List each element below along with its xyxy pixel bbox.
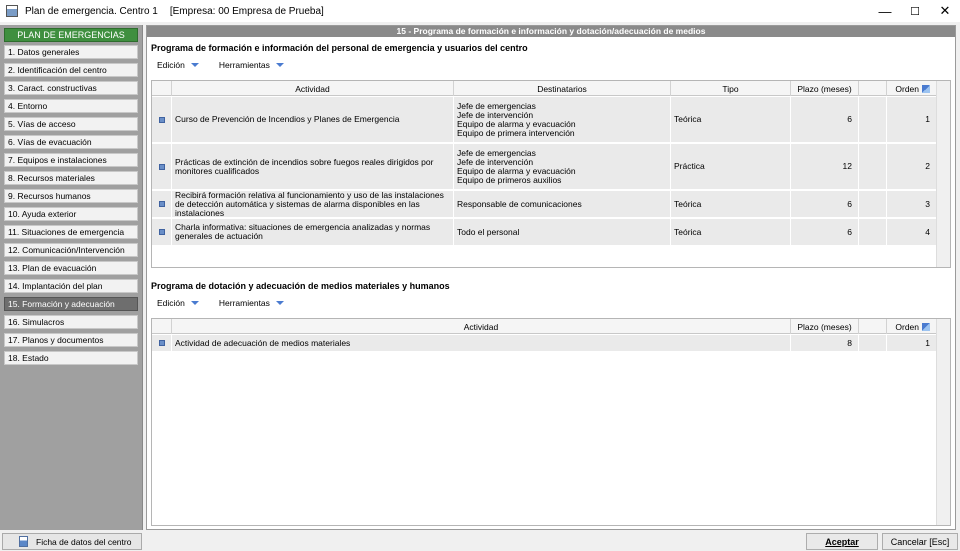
- recipient: Jefe de emergencias: [457, 147, 536, 158]
- sidebar-item-equipos[interactable]: 7. Equipos e instalaciones: [4, 153, 138, 167]
- row-marker-icon: [159, 117, 165, 123]
- row-order: 2: [887, 144, 937, 189]
- row-blank: [859, 219, 887, 245]
- order-header-label: Orden: [895, 321, 919, 332]
- recipient: Jefe de emergencias: [457, 100, 536, 111]
- sort-icon[interactable]: [922, 85, 930, 93]
- row-type: Teórica: [671, 97, 791, 142]
- sidebar-item-recursos-materiales[interactable]: 8. Recursos materiales: [4, 171, 138, 185]
- header-marker-column: [152, 319, 172, 334]
- row-type: Práctica: [671, 144, 791, 189]
- table-row[interactable]: [152, 191, 937, 219]
- recipient: Todo el personal: [457, 226, 520, 237]
- row-recipients: [454, 219, 671, 245]
- sidebar-item-vias-acceso[interactable]: 5. Vías de acceso: [4, 117, 138, 131]
- sidebar-item-vias-evacuacion[interactable]: 6. Vías de evacuación: [4, 135, 138, 149]
- center-sheet-label: Ficha de datos del centro: [36, 536, 132, 547]
- resources-table-header: [152, 319, 950, 334]
- column-header-term[interactable]: Plazo (meses): [791, 319, 859, 334]
- row-term: 12: [791, 144, 859, 189]
- sidebar-item-planos[interactable]: 17. Planos y documentos: [4, 333, 138, 347]
- recipient: Responsable de comunicaciones: [457, 198, 582, 209]
- training-table: [151, 80, 951, 268]
- sidebar-header[interactable]: PLAN DE EMERGENCIAS: [4, 28, 138, 42]
- row-marker-icon: [159, 229, 165, 235]
- table-row[interactable]: [152, 144, 937, 191]
- column-header-activity[interactable]: Actividad: [172, 319, 791, 334]
- sort-icon[interactable]: [922, 323, 930, 331]
- training-edit-menu[interactable]: [157, 60, 199, 70]
- row-activity: Recibirá formación relativa al funcionamiento y uso de las instalaciones de detección automática y sistemas de alarma disponibles en las instalaciones: [172, 191, 454, 217]
- row-term: 6: [791, 191, 859, 217]
- recipient: Equipo de primera intervención: [457, 127, 575, 138]
- center-sheet-tab[interactable]: [2, 533, 142, 550]
- sidebar-item-caract-constructivas[interactable]: 3. Caract. constructivas: [4, 81, 138, 95]
- sidebar-item-situaciones[interactable]: 11. Situaciones de emergencia: [4, 225, 138, 239]
- recipient: Jefe de intervención: [457, 156, 534, 167]
- app-icon: [6, 5, 18, 17]
- row-blank: [859, 144, 887, 189]
- row-order: 1: [887, 97, 937, 142]
- row-blank: [859, 191, 887, 217]
- row-blank: [859, 97, 887, 142]
- row-activity: Prácticas de extinción de incendios sobre fuegos reales dirigidos por monitores cualificados: [172, 144, 454, 189]
- chevron-down-icon: [276, 63, 284, 67]
- vertical-scrollbar[interactable]: [936, 319, 950, 525]
- training-edit-label: Edición: [157, 60, 185, 70]
- row-recipients: [454, 97, 671, 142]
- row-marker: [152, 144, 172, 189]
- row-activity: Charla informativa: situaciones de emergencia analizadas y normas generales de actuación: [172, 219, 454, 245]
- sidebar-item-plan-evacuacion[interactable]: 13. Plan de evacuación: [4, 261, 138, 275]
- chevron-down-icon: [191, 63, 199, 67]
- column-header-activity[interactable]: Actividad: [172, 81, 454, 96]
- sidebar-item-identificacion[interactable]: 2. Identificación del centro: [4, 63, 138, 77]
- resources-tools-menu[interactable]: [219, 298, 284, 308]
- row-activity: Actividad de adecuación de medios materiales: [172, 335, 791, 351]
- row-recipients: [454, 144, 671, 189]
- resources-table: [151, 318, 951, 526]
- sidebar-item-estado[interactable]: 18. Estado: [4, 351, 138, 365]
- sidebar-item-ayuda-exterior[interactable]: 10. Ayuda exterior: [4, 207, 138, 221]
- column-header-recipients[interactable]: Destinatarios: [454, 81, 671, 96]
- row-marker-icon: [159, 201, 165, 207]
- sidebar-item-recursos-humanos[interactable]: 9. Recursos humanos: [4, 189, 138, 203]
- training-tools-label: Herramientas: [218, 60, 270, 70]
- row-order: 4: [887, 219, 937, 245]
- column-header-blank: [859, 81, 887, 96]
- row-term: 8: [791, 335, 859, 351]
- resources-edit-label: Edición: [157, 298, 185, 308]
- sidebar: [0, 25, 143, 530]
- resources-section-title: Programa de dotación y adecuación de medios materiales y humanos: [151, 281, 450, 291]
- row-blank: [859, 335, 887, 351]
- row-activity: Curso de Prevención de Incendios y Planes de Emergencia: [172, 97, 454, 142]
- row-order: 3: [887, 191, 937, 217]
- row-marker-icon: [159, 340, 165, 346]
- row-marker-icon: [159, 164, 165, 170]
- document-icon: [19, 536, 28, 547]
- sidebar-item-comunicacion[interactable]: 12. Comunicación/Intervención: [4, 243, 138, 257]
- table-row[interactable]: [152, 97, 937, 144]
- column-header-order[interactable]: [887, 81, 937, 96]
- main-panel: [146, 25, 956, 530]
- training-toolbar: [157, 60, 284, 70]
- company-label: [Empresa: 00 Empresa de Prueba]: [169, 5, 324, 17]
- row-recipients: [454, 191, 671, 217]
- recipient: Equipo de primeros auxilios: [457, 174, 562, 185]
- column-header-term[interactable]: Plazo (meses): [791, 81, 859, 96]
- row-marker: [152, 97, 172, 142]
- table-row[interactable]: [152, 219, 937, 247]
- order-header-label: Orden: [895, 83, 919, 94]
- recipient: Equipo de alarma y evacuación: [457, 165, 576, 176]
- row-term: 6: [791, 219, 859, 245]
- recipient: Equipo de alarma y evacuación: [457, 118, 576, 129]
- chevron-down-icon: [191, 301, 199, 305]
- header-marker-column: [152, 81, 172, 96]
- recipient: Jefe de intervención: [457, 109, 534, 120]
- table-row[interactable]: [152, 335, 937, 353]
- sidebar-item-formacion[interactable]: 15. Formación y adecuación: [4, 297, 138, 311]
- training-table-header: [152, 81, 950, 96]
- maximize-button[interactable]: ☐: [910, 5, 920, 18]
- sidebar-item-datos-generales[interactable]: 1. Datos generales: [4, 45, 138, 59]
- minimize-button[interactable]: —: [878, 3, 892, 19]
- page-title: 15 - Programa de formación e información y dotación/adecuación de medios: [147, 26, 955, 37]
- training-section-title: Programa de formación e información del personal de emergencia y usuarios del centro: [151, 43, 528, 53]
- sidebar-item-implantacion[interactable]: 14. Implantación del plan: [4, 279, 138, 293]
- window-title: Plan de emergencia. Centro 1: [25, 5, 158, 17]
- column-header-blank: [859, 319, 887, 334]
- row-type: Teórica: [671, 219, 791, 245]
- row-term: 6: [791, 97, 859, 142]
- row-marker: [152, 191, 172, 217]
- accept-button[interactable]: Aceptar: [806, 533, 878, 550]
- row-marker: [152, 335, 172, 351]
- resources-toolbar: [157, 298, 284, 308]
- title-bar: [0, 0, 960, 22]
- sidebar-item-simulacros[interactable]: 16. Simulacros: [4, 315, 138, 329]
- row-order: 1: [887, 335, 937, 351]
- close-button[interactable]: ✕: [939, 3, 951, 18]
- chevron-down-icon: [276, 301, 284, 305]
- row-marker: [152, 219, 172, 245]
- cancel-button[interactable]: Cancelar [Esc]: [882, 533, 958, 550]
- resources-edit-menu[interactable]: [157, 298, 199, 308]
- training-tools-menu[interactable]: [219, 60, 284, 70]
- resources-tools-label: Herramientas: [218, 298, 270, 308]
- column-header-type[interactable]: Tipo: [671, 81, 791, 96]
- column-header-order[interactable]: [887, 319, 937, 334]
- sidebar-item-entorno[interactable]: 4. Entorno: [4, 99, 138, 113]
- row-type: Teórica: [671, 191, 791, 217]
- vertical-scrollbar[interactable]: [936, 81, 950, 267]
